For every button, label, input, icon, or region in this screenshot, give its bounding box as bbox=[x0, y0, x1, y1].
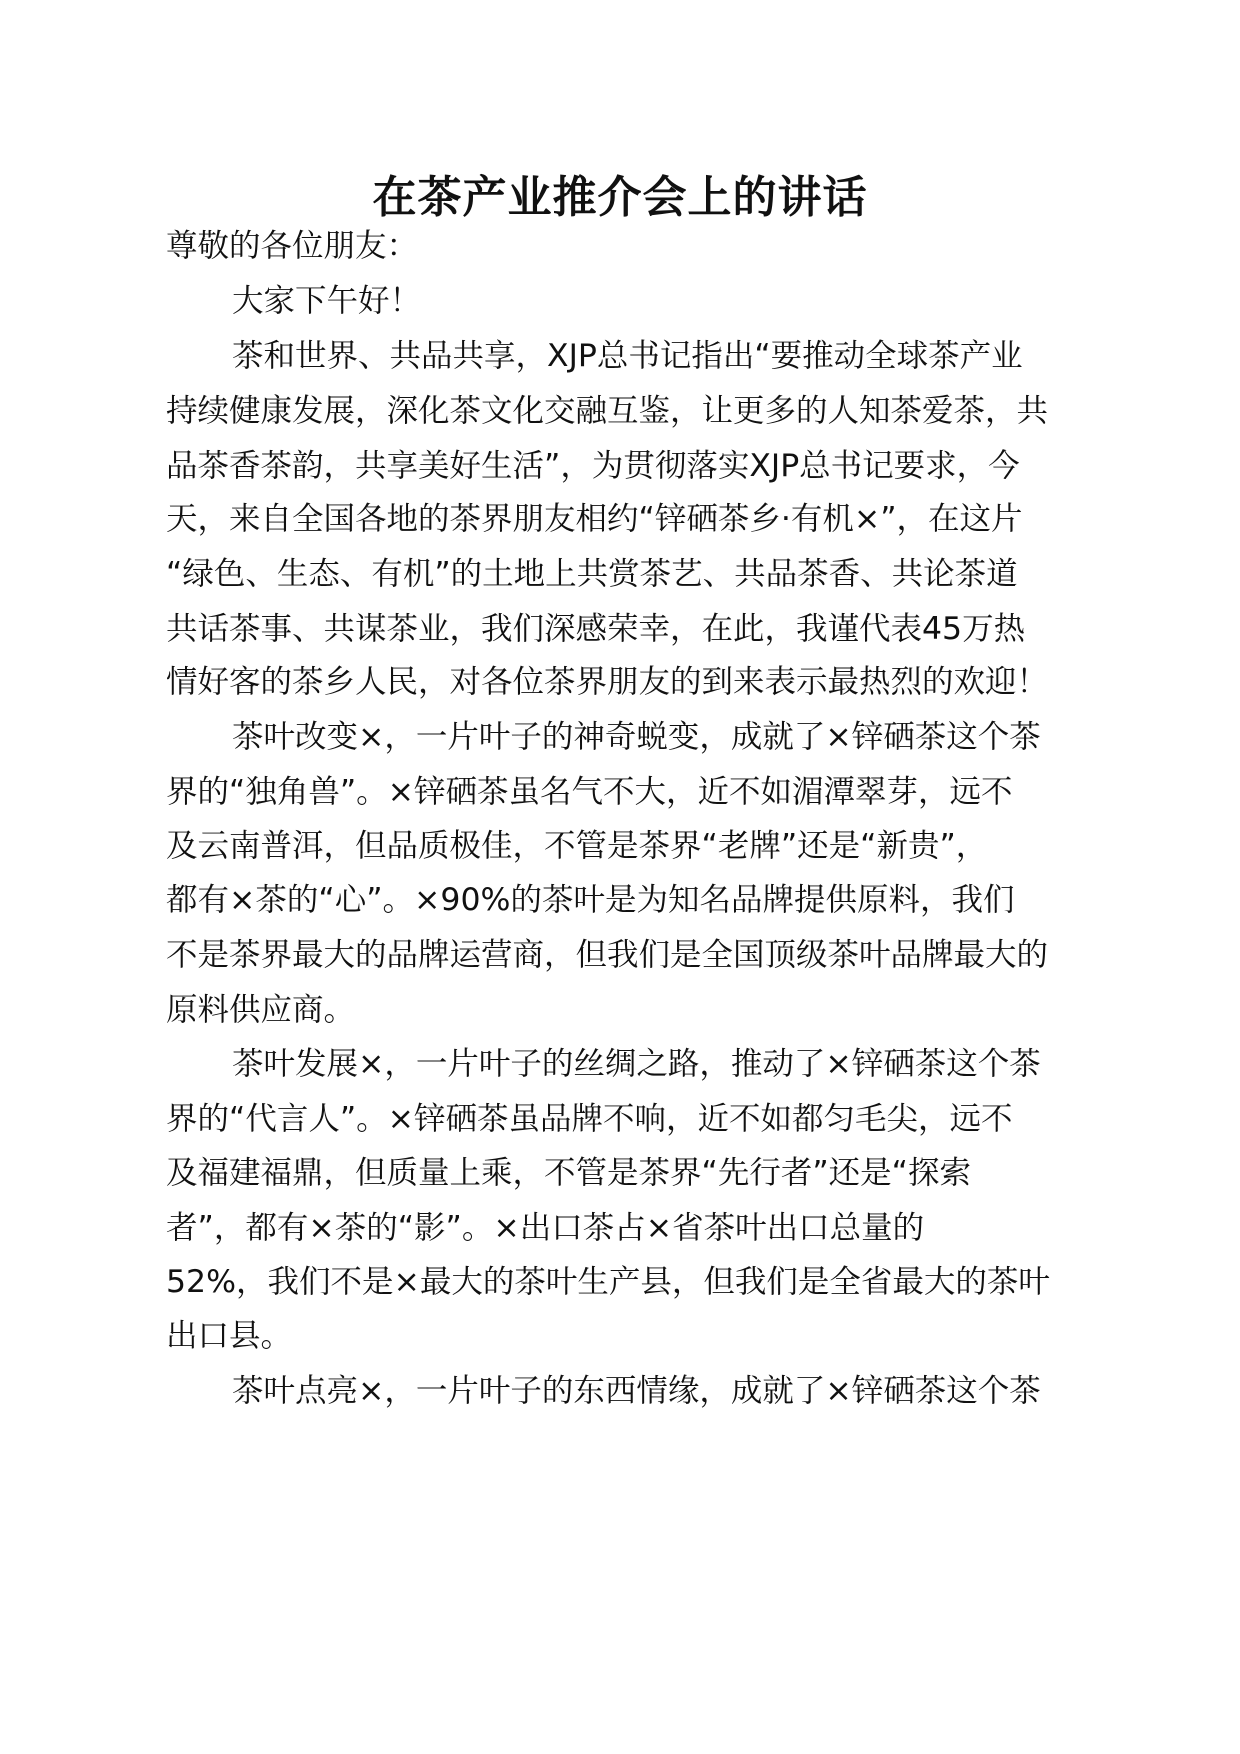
paragraph-1-line-7: 情好客的茶乡人民，对各位茶界朋友的到来表示最热烈的欢迎！ bbox=[166, 664, 1049, 700]
paragraph-2-line-1: 茶叶改变×，一片叶子的神奇蜕变，成就了×锌硒茶这个茶 bbox=[232, 719, 1041, 755]
paragraph-1-line-5: “绿色、生态、有机”的土地上共赏茶艺、共品茶香、共论茶道 bbox=[166, 556, 1018, 592]
document-title: 在茶产业推介会上的讲话 bbox=[372, 172, 868, 223]
paragraph-1-line-1: 茶和世界、共品共享，XJP总书记指出“要推动全球茶产业 bbox=[232, 338, 1023, 374]
paragraph-2-line-2: 界的“独角兽”。×锌硒茶虽名气不大，近不如湄潭翠芽，远不 bbox=[166, 774, 1013, 810]
paragraph-1-line-4: 天，来自全国各地的茶界朋友相约“锌硒茶乡·有机×”，在这片 bbox=[166, 501, 1023, 537]
paragraph-2-line-3: 及云南普洱，但品质极佳，不管是茶界“老牌”还是“新贵”， bbox=[166, 828, 988, 864]
paragraph-3-line-6: 出口县。 bbox=[166, 1318, 293, 1354]
paragraph-3-line-5: 52%，我们不是×最大的茶叶生产县，但我们是全省最大的茶叶 bbox=[166, 1264, 1050, 1300]
greeting: 大家下午好！ bbox=[232, 283, 422, 319]
paragraph-3-line-4: 者”，都有×茶的“影”。×出口茶占×省茶叶出口总量的 bbox=[166, 1210, 925, 1246]
paragraph-3-line-2: 界的“代言人”。×锌硒茶虽品牌不响，近不如都匀毛尖，远不 bbox=[166, 1101, 1013, 1137]
paragraph-3-line-1: 茶叶发展×，一片叶子的丝绸之路，推动了×锌硒茶这个茶 bbox=[232, 1046, 1041, 1082]
paragraph-1-line-6: 共话茶事、共谋茶业，我们深感荣幸，在此，我谨代表45万热 bbox=[166, 611, 1026, 647]
paragraph-2-line-5: 不是茶界最大的品牌运营商，但我们是全国顶级茶叶品牌最大的 bbox=[166, 937, 1049, 973]
paragraph-4-line-1: 茶叶点亮×，一片叶子的东西情缘，成就了×锌硒茶这个茶 bbox=[232, 1373, 1041, 1409]
paragraph-1-line-2: 持续健康发展，深化茶文化交融互鉴，让更多的人知茶爱茶，共 bbox=[166, 393, 1049, 429]
paragraph-3-line-3: 及福建福鼎，但质量上乘，不管是茶界“先行者”还是“探索 bbox=[166, 1155, 971, 1191]
paragraph-1-line-3: 品茶香茶韵，共享美好生活”，为贯彻落实XJP总书记要求，今 bbox=[166, 448, 1020, 484]
paragraph-2-line-4: 都有×茶的“心”。×90%的茶叶是为知名品牌提供原料，我们 bbox=[166, 882, 1015, 918]
paragraph-2-line-6: 原料供应商。 bbox=[166, 992, 356, 1028]
salutation: 尊敬的各位朋友： bbox=[166, 228, 419, 264]
